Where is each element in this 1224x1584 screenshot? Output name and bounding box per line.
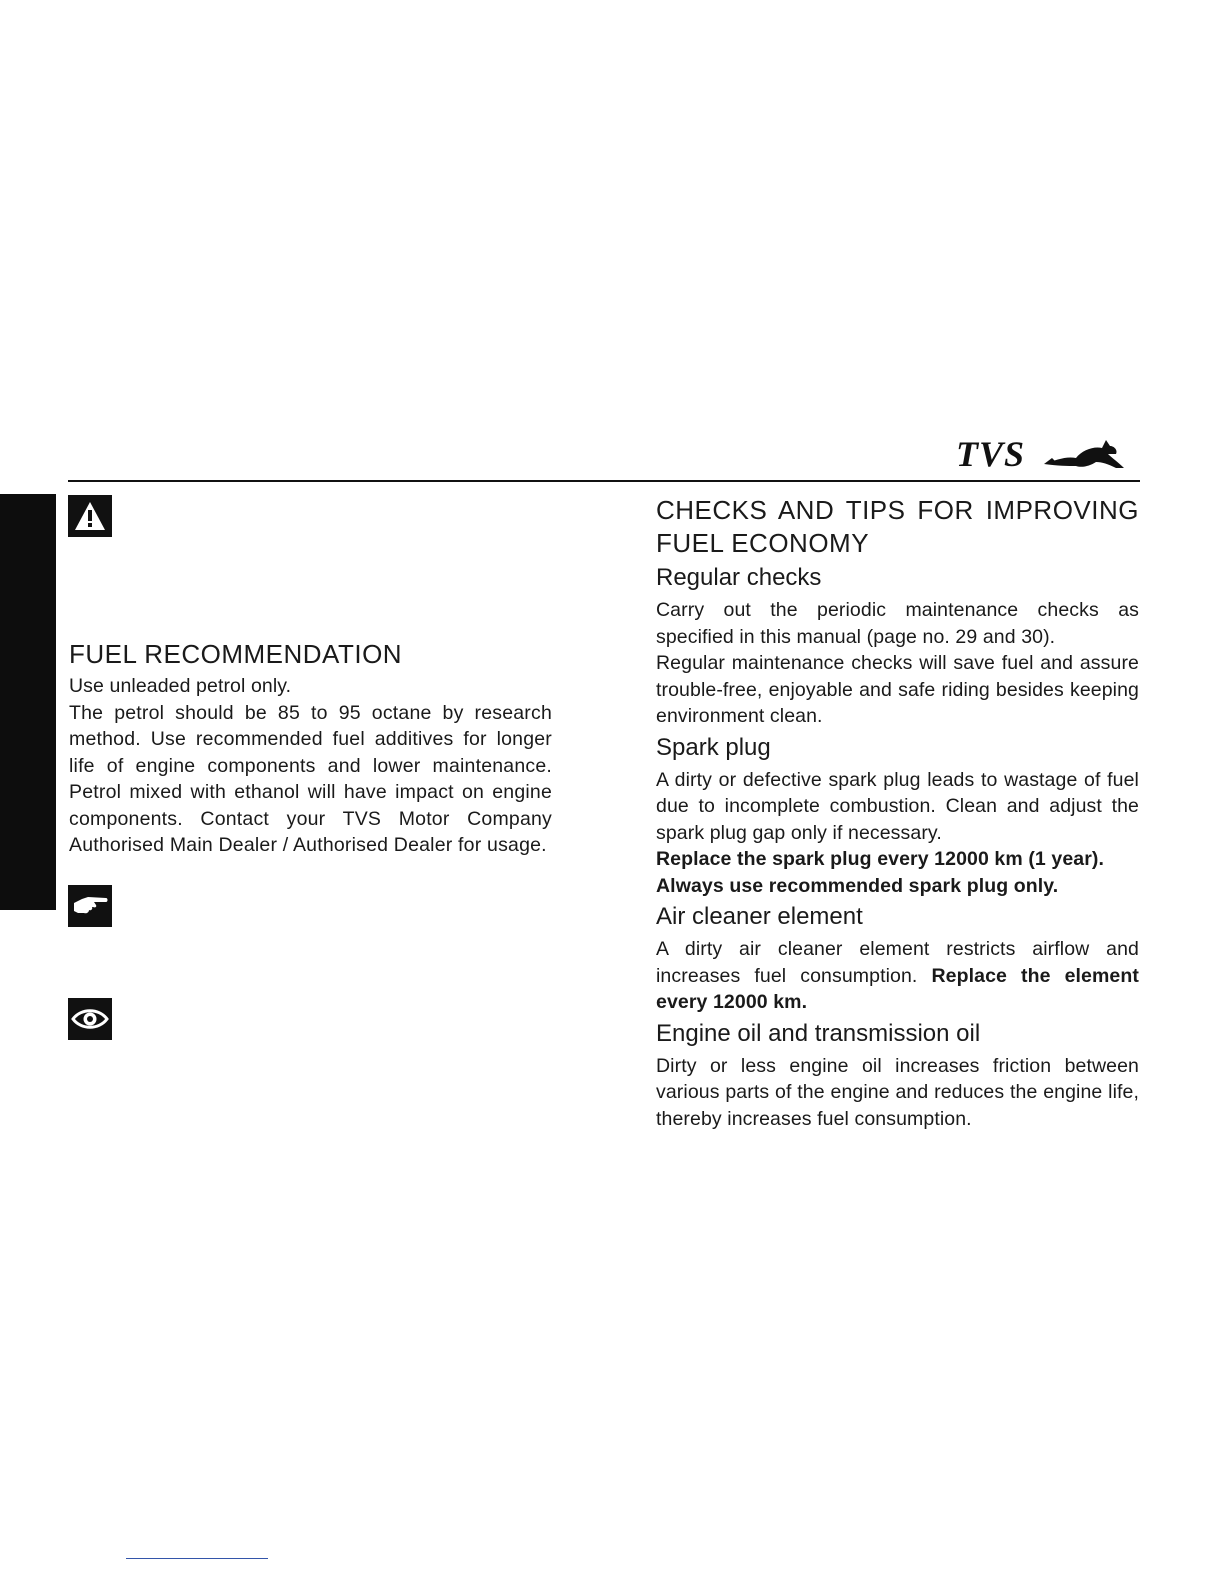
spark-plug-heading: Spark plug [656, 733, 771, 761]
spark-plug-p1: A dirty or defective spark plug leads to wastage of fuel due to incomplete combustion. Clean and adjust the spark plug gap only if necessary. [656, 768, 1139, 844]
air-cleaner-paragraph [656, 936, 1139, 1016]
right-column [656, 494, 1139, 1132]
warning-icon [68, 495, 112, 537]
logo-text: TVS [956, 434, 1026, 474]
horse-icon [1042, 436, 1126, 472]
engine-oil-p1: Dirty or less engine oil increases friction between various parts of the engine and reduces the engine life, thereby increases fuel consumption. [656, 1054, 1139, 1130]
fuel-paragraph: The petrol should be 85 to 95 octane by research method. Use recommended fuel additives for longer life of engine components and lower maintenance. Petrol mixed with ethanol will have impact on engine components. Contact your TVS Motor Company Authorised Main Dealer / Authorised Dealer for usage. [69, 701, 552, 856]
bottom-line [126, 1558, 268, 1559]
air-cleaner-heading: Air cleaner element [656, 903, 863, 930]
spark-plug-replace: Replace the spark plug every 12000 km (1 year). [656, 848, 1105, 870]
unleaded-note: Use unleaded petrol only. [69, 675, 292, 697]
air-cleaner-replace: Replace the element every 12000 km. [656, 964, 1139, 1013]
spark-plug-recommended: Always use recommended spark plug only. [656, 874, 1059, 897]
regular-checks-p2: Regular maintenance checks will save fuel and assure trouble-free, enjoyable and safe riding besides keeping environment clean. [656, 652, 1139, 727]
tvs-logo [956, 434, 1132, 474]
engine-oil-heading: Engine oil and transmission oil [656, 1019, 981, 1047]
left-column [69, 638, 552, 859]
fuel-economy-heading: CHECKS AND TIPS FOR IMPROVING FUEL ECONOMY [656, 495, 1139, 558]
regular-checks-p1: Carry out the periodic maintenance checks as specified in this manual (page no. 29 and 30). [656, 599, 1139, 648]
fuel-recommendation-heading: FUEL RECOMMENDATION [69, 639, 403, 669]
regular-checks-heading: Regular checks [656, 564, 822, 591]
section-side-tab [0, 494, 56, 910]
eye-icon [68, 998, 112, 1040]
air-cleaner-text: A dirty air cleaner element restricts airflow and increases fuel consumption. [656, 938, 1139, 987]
pointing-hand-icon [68, 885, 112, 927]
header-rule [68, 480, 1140, 482]
